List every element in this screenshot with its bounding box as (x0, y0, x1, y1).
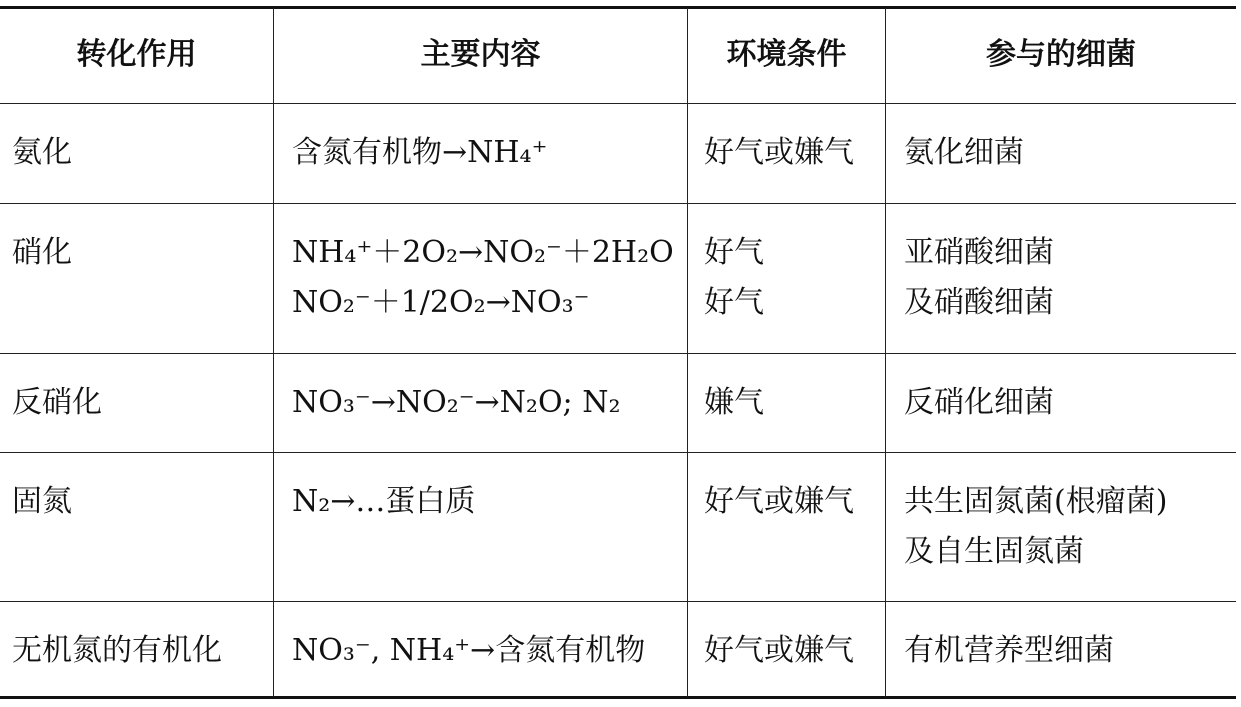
cell-condition (704, 128, 884, 178)
content-line: NO₃⁻→NO₂⁻→N₂O; N₂ (292, 385, 621, 420)
header-condition: 环境条件 (726, 37, 847, 72)
row-divider (0, 353, 1236, 354)
row-divider (0, 601, 1236, 602)
header-content: 主要内容 (420, 37, 541, 72)
header-process: 转化作用 (76, 37, 197, 72)
cell-content (292, 626, 684, 676)
cell-bacteria (904, 228, 1234, 328)
bacteria-line: 共生固氮菌(根瘤菌) (904, 484, 1168, 519)
cell-bacteria (904, 378, 1234, 428)
cell-bacteria (904, 128, 1234, 178)
cell-condition (704, 477, 884, 527)
condition-line: 好气或嫌气 (704, 135, 854, 170)
cell-process: 反硝化 (12, 385, 102, 420)
condition-line: 嫌气 (704, 385, 764, 420)
cell-content (292, 128, 684, 178)
table-bottom-rule (0, 696, 1236, 699)
bacteria-line: 氨化细菌 (904, 135, 1024, 170)
column-divider (687, 8, 688, 697)
condition-line: 好气或嫌气 (704, 633, 854, 668)
column-divider (273, 8, 274, 697)
content-line: NO₂⁻＋1/2O₂→NO₃⁻ (292, 285, 590, 320)
cell-content (292, 228, 684, 328)
cell-bacteria (904, 477, 1234, 577)
cell-content (292, 477, 684, 527)
cell-process: 硝化 (12, 235, 72, 270)
content-line: NH₄⁺＋2O₂→NO₂⁻＋2H₂O (292, 235, 674, 270)
cell-bacteria (904, 626, 1234, 676)
cell-process: 固氮 (12, 484, 72, 519)
content-line: N₂→…蛋白质 (292, 484, 476, 519)
bacteria-line: 及硝酸细菌 (904, 285, 1054, 320)
row-divider (0, 203, 1236, 204)
content-line: NO₃⁻, NH₄⁺→含氮有机物 (292, 633, 646, 668)
condition-line: 好气或嫌气 (704, 484, 854, 519)
condition-line: 好气 (704, 235, 764, 270)
bacteria-line: 及自生固氮菌 (904, 534, 1084, 569)
bacteria-line: 亚硝酸细菌 (904, 235, 1054, 270)
header-bacteria: 参与的细菌 (986, 37, 1136, 72)
cell-condition (704, 626, 884, 676)
column-divider (885, 8, 886, 697)
table-top-rule (0, 6, 1236, 9)
condition-line: 好气 (704, 285, 764, 320)
cell-content (292, 378, 684, 428)
row-divider (0, 103, 1236, 104)
bacteria-line: 反硝化细菌 (904, 385, 1054, 420)
cell-condition (704, 228, 884, 328)
bacteria-line: 有机营养型细菌 (904, 633, 1114, 668)
cell-condition (704, 378, 884, 428)
cell-process: 无机氮的有机化 (12, 633, 222, 668)
row-divider (0, 452, 1236, 453)
content-line: 含氮有机物→NH₄⁺ (292, 135, 548, 170)
cell-process: 氨化 (12, 135, 72, 170)
